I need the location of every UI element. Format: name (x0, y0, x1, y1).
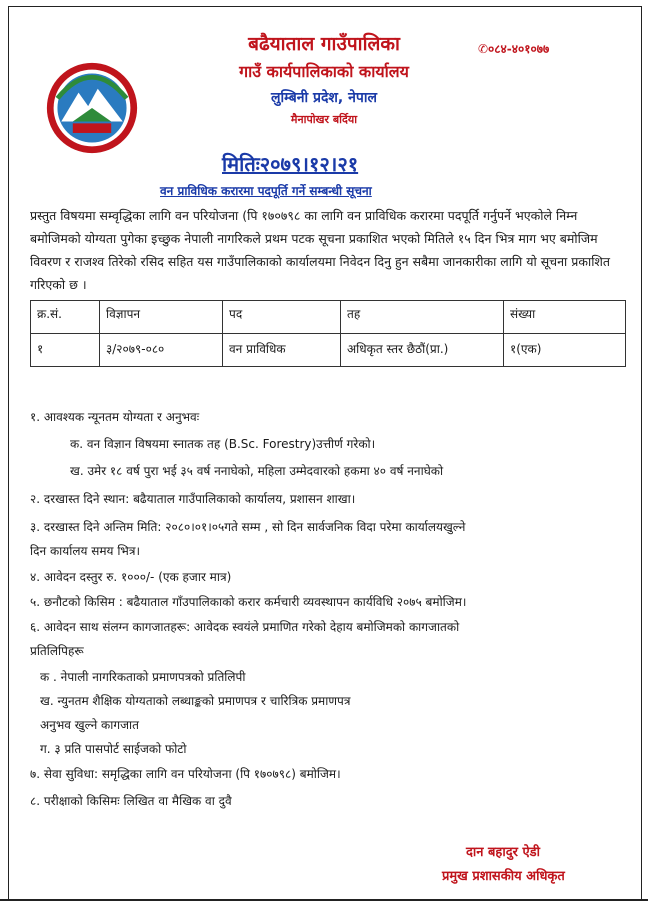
point-6c: क . नेपाली नागरिकताको प्रमाणपत्रको प्रतिलिपी (40, 670, 246, 684)
bottom-border (0, 899, 648, 901)
cell-advertisement: ३/२०७९-०८० (100, 334, 223, 367)
signatory-name: दान बहादुर ऐडी (466, 845, 540, 860)
cell-level: अधिकृत स्तर छैठौं(प्रा.) (341, 334, 504, 367)
point-2: २. दरखास्त दिने स्थान: बढैयाताल गाउँपालिकाको कार्यालय, प्रशासन शाखा। (30, 492, 356, 506)
table-row (31, 334, 626, 367)
point-5: ५. छनौटको किसिम : बढैयाताल गाँउपालिकाको करार कर्मचारी व्यवस्थापन कार्यविधि २०७५ बमोजिम। (30, 595, 467, 609)
province-name: लुम्बिनी प्रदेश, नेपाल (271, 90, 377, 106)
point-6e: अनुभव खुल्ने कागजात (40, 718, 139, 732)
table-header-row (31, 301, 626, 334)
notice-subject: वन प्राविधिक करारमा पदपूर्ति गर्ने सम्बन्धी सूचना (160, 184, 372, 198)
phone-number: ✆०८४-४०१०७७ (478, 42, 550, 56)
notice-date: मितिः२०७९।१२।२१ (222, 152, 359, 176)
cell-count: १(एक) (504, 334, 626, 367)
office-name: गाउँ कार्यपालिकाको कार्यालय (239, 62, 409, 81)
point-7: ७. सेवा सुविधा: समृद्धिका लागि वन परियोजना (पि १७०७९८) बमोजिम। (30, 767, 341, 781)
header-advertisement: विज्ञापन (100, 301, 223, 334)
vacancy-table (30, 300, 626, 367)
point-4: ४. आवेदन दस्तुर रु. १०००/- (एक हजार मात्र) (30, 570, 232, 584)
location-name: मैनापोखर बर्दिया (290, 113, 358, 126)
signatory-title: प्रमुख प्रशासकीय अधिकृत (442, 869, 565, 884)
cell-post: वन प्राविधिक (223, 334, 341, 367)
point-3a: ३. दरखास्त दिने अन्तिम मिति: २०८०।०१।०५गते सम्म , सो दिन सार्वजनिक विदा परेमा कार्यालयखुल्ने (30, 520, 466, 534)
header-serial: क्र.सं. (31, 301, 100, 334)
cell-serial: १ (31, 334, 100, 367)
point-1: १. आवश्यक न्यूनतम योग्यता र अनुभवः (30, 410, 200, 424)
municipality-title: बढैयाताल गाउँपालिका (248, 33, 400, 55)
point-6f: ग. ३ प्रति पासपोर्ट साईजको फोटो (40, 742, 187, 756)
header-level: तह (341, 301, 504, 334)
header-post: पद (223, 301, 341, 334)
point-6d: ख. न्युनतम शैक्षिक योग्यताको लब्धाङ्कको प्रमाणपत्र र चारित्रिक प्रमाणपत्र (40, 694, 351, 708)
point-8: ८. परीक्षाको किसिमः लिखित वा मैखिक वा दुवै (30, 794, 232, 808)
notice-body: प्रस्तुत विषयमा सम्वृद्धिका लागि वन परियोजना (पि १७०७९८ का लागि वन प्राविधिक करारमा पदपूर्ति गर्नुपर्ने भएकोले निम्न बमोजिमको योग्यता पुगेका इच्छुक नेपाली नागरिकले प्रथम पटक सूचना प्रकाशित भएको मितिले १५ दिन भित्र माग भए बमोजिम विवरण र राजश्व तिरेको रसिद सहित यस गाउँपालिकाको कार्यालयमा निवेदन दिनु हुन सबैमा जानकारीका लागि यो सूचना प्रकाशित गरिएको छ । (30, 208, 611, 292)
point-1a: क. वन विज्ञान विषयमा स्नातक तह (B.Sc. Forestry)उत्तीर्ण गरेको। (70, 437, 376, 451)
point-3b: दिन कार्यालय समय भित्र। (30, 544, 141, 558)
point-6b: प्रतिलिपिहरू (30, 644, 84, 658)
point-1b: ख. उमेर १८ वर्ष पुरा भई ३५ वर्ष ननाघेको, महिला उम्मेदवारको हकमा ४० वर्ष ननाघेको (70, 464, 444, 478)
point-6a: ६. आवेदन साथ संलग्न कागजातहरू: आवेदक स्वयंले प्रमाणित गरेको देहाय बमोजिमको कागजातको (30, 620, 460, 634)
header-count: संख्या (504, 301, 626, 334)
